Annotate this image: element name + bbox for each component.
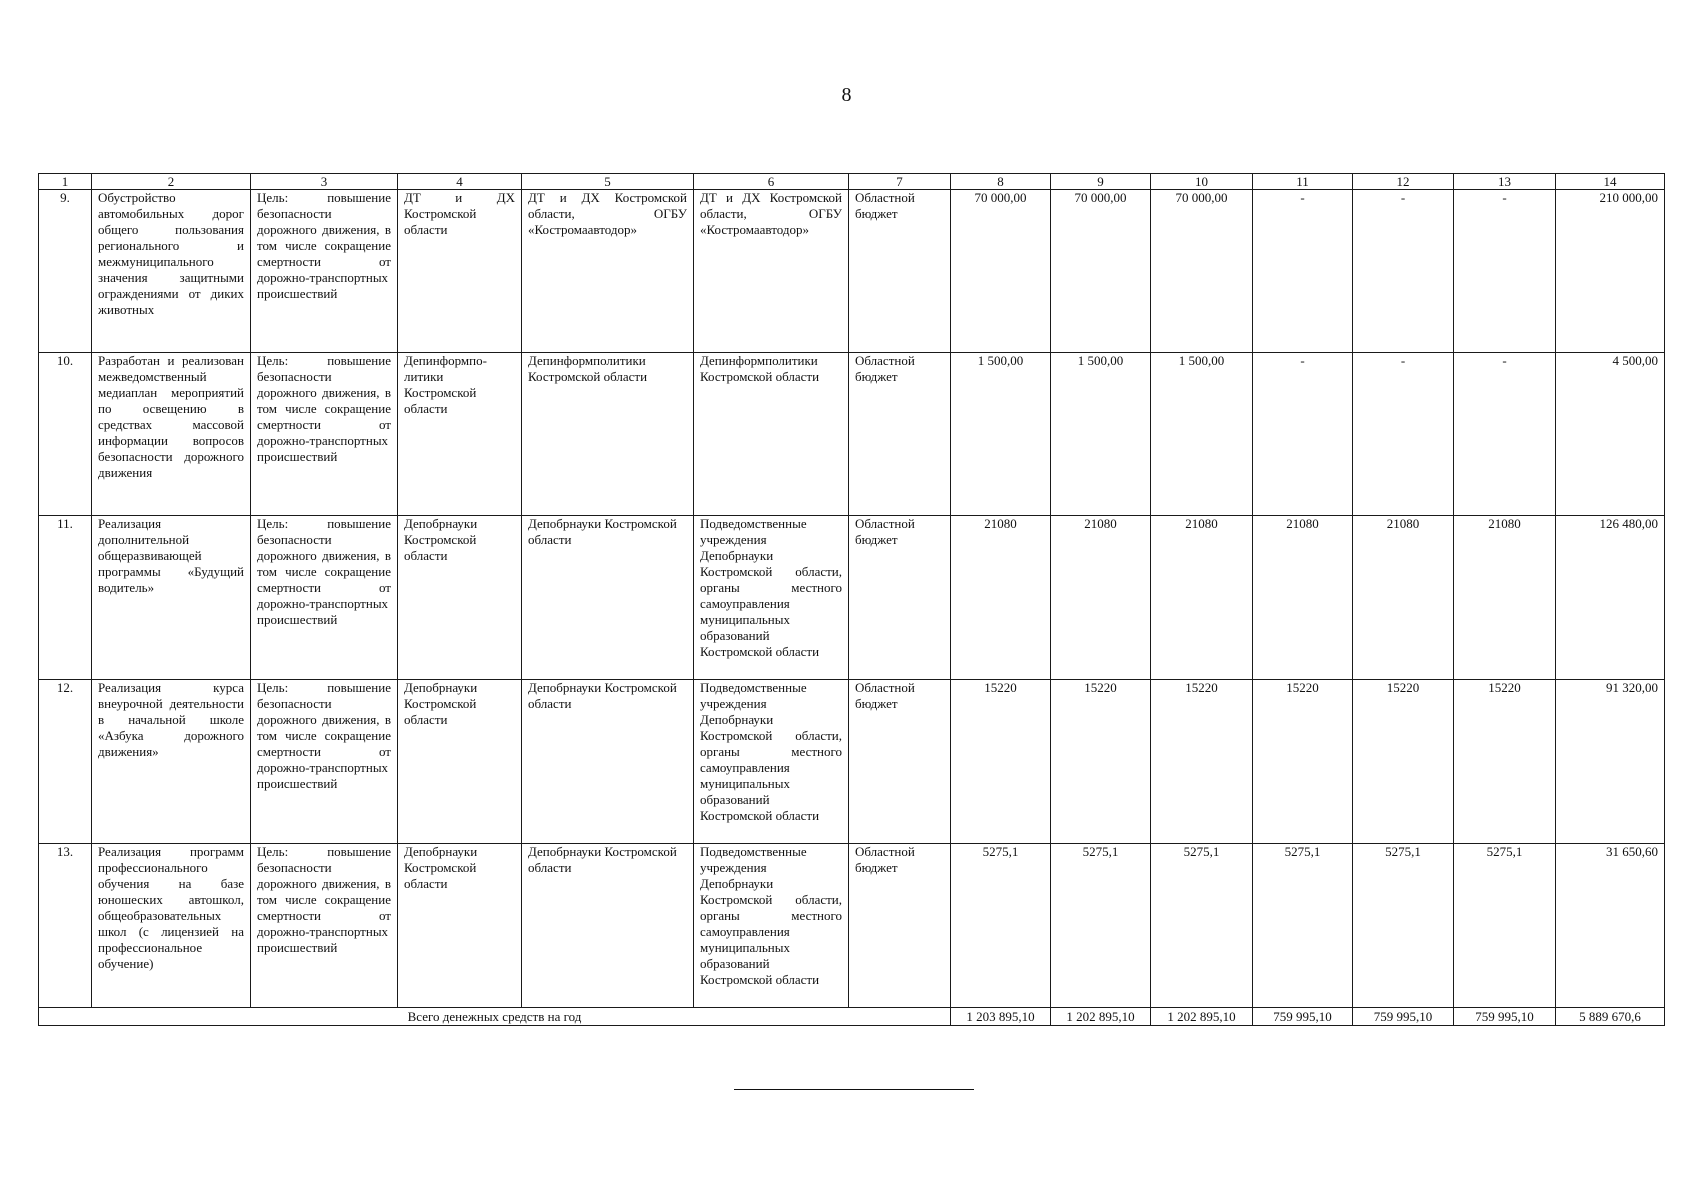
year-1-amount: 21080 xyxy=(951,516,1051,680)
column-number: 7 xyxy=(849,174,951,190)
participants: Подведомственные учреждения Депобрнауки Костромской области, органы местного самоуправления муниципальных образований Костромской области xyxy=(694,844,849,1008)
column-number: 4 xyxy=(398,174,522,190)
total-year-1: 1 203 895,10 xyxy=(951,1008,1051,1026)
funding-source: Областной бюджет xyxy=(849,190,951,353)
year-6-amount: 5275,1 xyxy=(1454,844,1556,1008)
table-row xyxy=(39,680,1665,844)
year-1-amount: 1 500,00 xyxy=(951,353,1051,516)
year-5-amount: 15220 xyxy=(1353,680,1454,844)
year-6-amount: - xyxy=(1454,353,1556,516)
year-5-amount: 21080 xyxy=(1353,516,1454,680)
column-number: 8 xyxy=(951,174,1051,190)
funding-source: Областной бюджет xyxy=(849,353,951,516)
year-4-amount: 15220 xyxy=(1253,680,1353,844)
totals-label: Всего денежных средств на год xyxy=(39,1008,951,1026)
column-number: 5 xyxy=(522,174,694,190)
table-row xyxy=(39,516,1665,680)
year-3-amount: 1 500,00 xyxy=(1151,353,1253,516)
participants: Депинформполитики Костромской области xyxy=(694,353,849,516)
row-number: 12. xyxy=(39,680,92,844)
year-5-amount: 5275,1 xyxy=(1353,844,1454,1008)
responsible-executor: Депобрнауки Костромской области xyxy=(398,516,522,680)
totals-row xyxy=(39,1008,1665,1026)
year-6-amount: 15220 xyxy=(1454,680,1556,844)
end-of-table-rule xyxy=(734,1089,974,1090)
row-number: 10. xyxy=(39,353,92,516)
activity-goal: Цель: повышение безопасности дорожного движения, в том числе сокращение смертности от дорожно-транспортных происшествий xyxy=(251,190,398,353)
row-number: 11. xyxy=(39,516,92,680)
year-1-amount: 15220 xyxy=(951,680,1051,844)
total-year-4: 759 995,10 xyxy=(1253,1008,1353,1026)
activity-name: Реализация дополнительной общеразвивающей программы «Будущий водитель» xyxy=(92,516,251,680)
table-row xyxy=(39,353,1665,516)
year-6-amount: - xyxy=(1454,190,1556,353)
year-1-amount: 70 000,00 xyxy=(951,190,1051,353)
year-4-amount: 5275,1 xyxy=(1253,844,1353,1008)
column-number: 3 xyxy=(251,174,398,190)
year-4-amount: - xyxy=(1253,353,1353,516)
year-4-amount: - xyxy=(1253,190,1353,353)
activity-goal: Цель: повышение безопасности дорожного движения, в том числе сокращение смертности от дорожно-транспортных происшествий xyxy=(251,516,398,680)
co-executor: ДТ и ДХ Костромской области, ОГБУ «Костромаавтодор» xyxy=(522,190,694,353)
year-2-amount: 5275,1 xyxy=(1051,844,1151,1008)
column-number: 10 xyxy=(1151,174,1253,190)
row-total: 126 480,00 xyxy=(1556,516,1665,680)
total-year-6: 759 995,10 xyxy=(1454,1008,1556,1026)
responsible-executor: ДТ и ДХ Костромской области xyxy=(398,190,522,353)
activity-name: Реализация программ профессионального обучения на базе юношеских автошкол, общеобразовательных школ (с лицензией на профессиональное обучение) xyxy=(92,844,251,1008)
year-2-amount: 1 500,00 xyxy=(1051,353,1151,516)
year-3-amount: 15220 xyxy=(1151,680,1253,844)
column-number: 13 xyxy=(1454,174,1556,190)
year-2-amount: 70 000,00 xyxy=(1051,190,1151,353)
column-number: 6 xyxy=(694,174,849,190)
row-number: 13. xyxy=(39,844,92,1008)
table-row xyxy=(39,190,1665,353)
responsible-executor: Депобрнауки Костромской области xyxy=(398,680,522,844)
row-total: 31 650,60 xyxy=(1556,844,1665,1008)
activity-name: Разработан и реализован межведомственный медиаплан мероприятий по освещению в средствах массовой информации вопросов безопасности дорожного движения xyxy=(92,353,251,516)
row-total: 91 320,00 xyxy=(1556,680,1665,844)
page-number: 8 xyxy=(841,84,852,106)
participants: Подведомственные учреждения Депобрнауки Костромской области, органы местного самоуправления муниципальных образований Костромской области xyxy=(694,680,849,844)
activity-goal: Цель: повышение безопасности дорожного движения, в том числе сокращение смертности от дорожно-транспортных происшествий xyxy=(251,680,398,844)
column-number: 9 xyxy=(1051,174,1151,190)
year-2-amount: 21080 xyxy=(1051,516,1151,680)
program-activities-table xyxy=(38,173,1665,1026)
table-row xyxy=(39,844,1665,1008)
funding-source: Областной бюджет xyxy=(849,516,951,680)
column-number: 1 xyxy=(39,174,92,190)
co-executor: Депобрнауки Костромской области xyxy=(522,844,694,1008)
row-total: 4 500,00 xyxy=(1556,353,1665,516)
total-year-3: 1 202 895,10 xyxy=(1151,1008,1253,1026)
activity-name: Обустройство автомобильных дорог общего пользования регионального и межмуниципального значения защитными ограждениями от диких животных xyxy=(92,190,251,353)
year-6-amount: 21080 xyxy=(1454,516,1556,680)
co-executor: Депобрнауки Костромской области xyxy=(522,680,694,844)
activity-name: Реализация курса внеурочной деятельности в начальной школе «Азбука дорожного движения» xyxy=(92,680,251,844)
row-total: 210 000,00 xyxy=(1556,190,1665,353)
year-3-amount: 5275,1 xyxy=(1151,844,1253,1008)
co-executor: Депобрнауки Костромской области xyxy=(522,516,694,680)
activity-goal: Цель: повышение безопасности дорожного движения, в том числе сокращение смертности от дорожно-транспортных происшествий xyxy=(251,844,398,1008)
row-number: 9. xyxy=(39,190,92,353)
total-year-5: 759 995,10 xyxy=(1353,1008,1454,1026)
column-number: 14 xyxy=(1556,174,1665,190)
grand-total: 5 889 670,6 xyxy=(1556,1008,1665,1026)
participants: ДТ и ДХ Костромской области, ОГБУ «Костромаавтодор» xyxy=(694,190,849,353)
funding-source: Областной бюджет xyxy=(849,844,951,1008)
total-year-2: 1 202 895,10 xyxy=(1051,1008,1151,1026)
column-number: 11 xyxy=(1253,174,1353,190)
responsible-executor: Депобрнауки Костромской области xyxy=(398,844,522,1008)
co-executor: Депинформполитики Костромской области xyxy=(522,353,694,516)
year-3-amount: 70 000,00 xyxy=(1151,190,1253,353)
year-3-amount: 21080 xyxy=(1151,516,1253,680)
year-4-amount: 21080 xyxy=(1253,516,1353,680)
year-5-amount: - xyxy=(1353,190,1454,353)
funding-source: Областной бюджет xyxy=(849,680,951,844)
year-2-amount: 15220 xyxy=(1051,680,1151,844)
responsible-executor: Депинформпо-литики Костромской области xyxy=(398,353,522,516)
column-number: 12 xyxy=(1353,174,1454,190)
year-5-amount: - xyxy=(1353,353,1454,516)
participants: Подведомственные учреждения Депобрнауки Костромской области, органы местного самоуправления муниципальных образований Костромской области xyxy=(694,516,849,680)
year-1-amount: 5275,1 xyxy=(951,844,1051,1008)
activity-goal: Цель: повышение безопасности дорожного движения, в том числе сокращение смертности от дорожно-транспортных происшествий xyxy=(251,353,398,516)
column-number: 2 xyxy=(92,174,251,190)
column-number-row xyxy=(39,174,1665,190)
